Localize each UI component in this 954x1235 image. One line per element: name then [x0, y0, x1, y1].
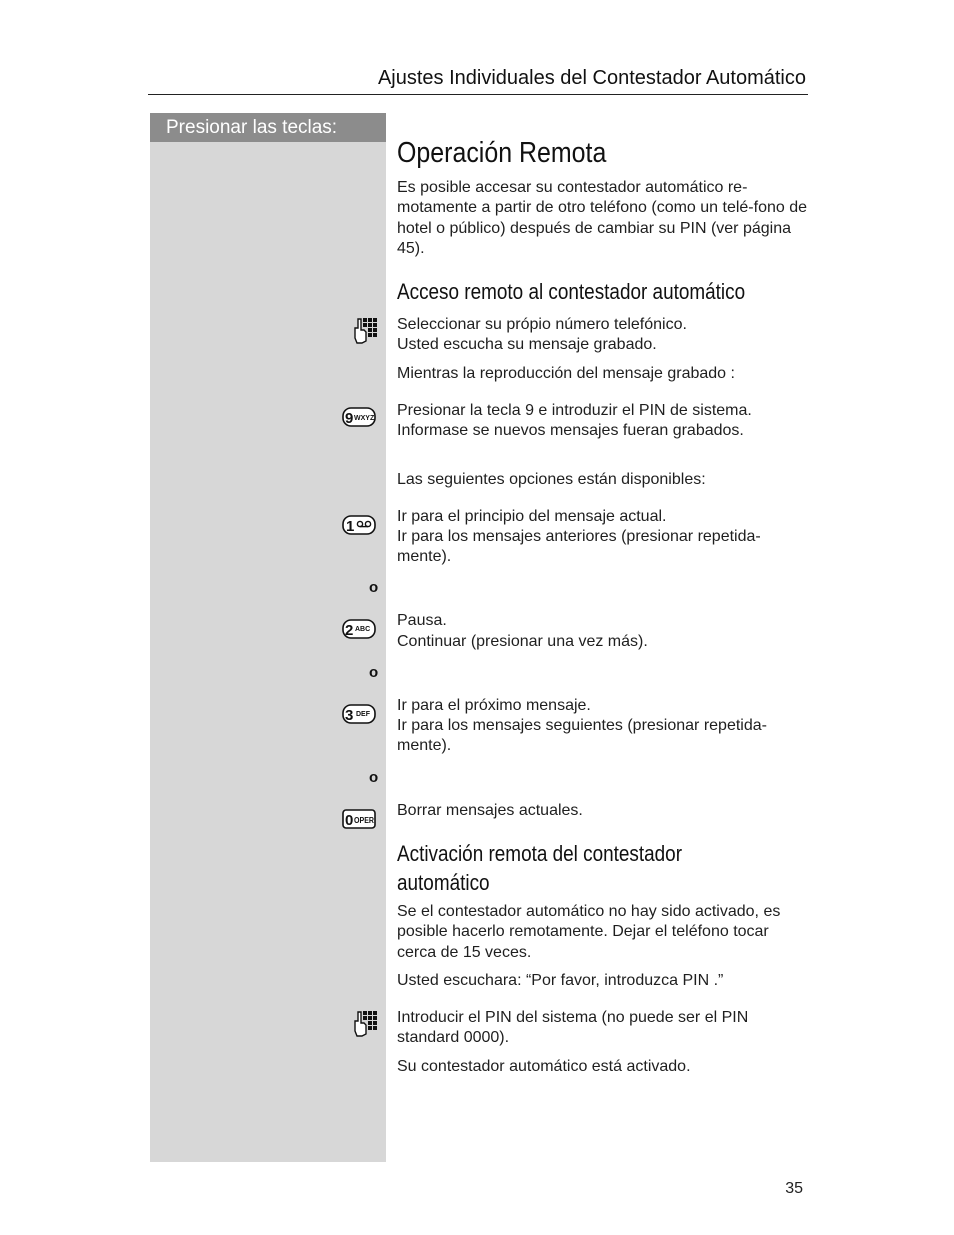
key2-text: Pausa. — [397, 612, 447, 629]
key-3-digit: 3 — [345, 707, 354, 724]
key2-continue-text: Continuar (presionar una vez más). — [397, 633, 648, 650]
key9-info-text: Informase se nuevos mensajes fueran grabados. — [397, 422, 744, 439]
dial-keypad-icon — [352, 1009, 378, 1037]
section-title-remote-access: Acceso remoto al contestador automático — [397, 279, 746, 304]
page-title: Operación Remota — [397, 137, 607, 169]
page-number: 35 — [785, 1180, 803, 1197]
key-9-digit: 9 — [345, 410, 354, 427]
hear-greeting-text: Usted escucha su mensaje grabado. — [397, 336, 657, 353]
key0-text: Borrar mensajes actuales. — [397, 802, 583, 819]
key9-text: Presionar la tecla 9 e introduzir el PIN de sistema. — [397, 402, 752, 419]
or-separator: o — [369, 769, 379, 786]
during-playback-text: Mientras la reproducción del mensaje grabado : — [397, 365, 735, 382]
key-1-digit: 1 — [346, 518, 355, 535]
key3-text: Ir para el próximo mensaje. — [397, 697, 591, 714]
key-3-icon — [342, 704, 376, 724]
options-intro-text: Las seguientes opciones están disponibles: — [397, 471, 706, 488]
key-2-digit: 2 — [345, 622, 354, 639]
dial-own-number-text: Seleccionar su própio número telefónico. — [397, 316, 687, 333]
key3-repeat-text: Ir para los mensajes seguientes (presionar repetida-mente). — [397, 717, 767, 755]
section-title-remote-activation: Activación remota del contestador automático — [397, 841, 683, 895]
pin-prompt-text: Usted escuchara: “Por favor, introduzca PIN .” — [397, 972, 724, 989]
header-rule — [148, 94, 808, 95]
key-0-digit: 0 — [345, 812, 354, 829]
running-header: Ajustes Individuales del Contestador Automático — [377, 67, 806, 89]
activation-paragraph: Se el contestador automático no hay sido activado, es posible hacerlo remotamente. Dejar el teléfono tocar cerca de 15 veces. — [397, 903, 781, 961]
key-9-icon — [342, 407, 376, 427]
key-column-heading: Presionar las teclas: — [150, 113, 386, 142]
key-0-letters: OPER — [354, 816, 375, 825]
or-separator: o — [369, 664, 379, 681]
dial-keypad-icon — [352, 316, 378, 344]
enter-pin-text: Introducir el PIN del sistema (no puede ser el PIN standard 0000). — [397, 1009, 749, 1047]
key-1-icon — [342, 515, 376, 535]
key-9-letters: WXYZ — [354, 415, 375, 422]
key-2-letters: ABC — [355, 626, 371, 633]
activated-text: Su contestador automático está activado. — [397, 1058, 691, 1075]
or-separator: o — [369, 579, 379, 596]
intro-paragraph: Es posible accesar su contestador automático re-motamente a partir de otro teléfono (como un telé-fono de hotel o público) después de cambiar su PIN (ver página 45). — [397, 179, 808, 257]
key1-repeat-text: Ir para los mensajes anteriores (presionar repetida-mente). — [397, 528, 761, 566]
key-2-icon — [342, 619, 376, 639]
key-0-icon — [342, 809, 376, 829]
key1-text: Ir para el principio del mensaje actual. — [397, 508, 667, 525]
key-3-letters: DEF — [356, 711, 370, 718]
